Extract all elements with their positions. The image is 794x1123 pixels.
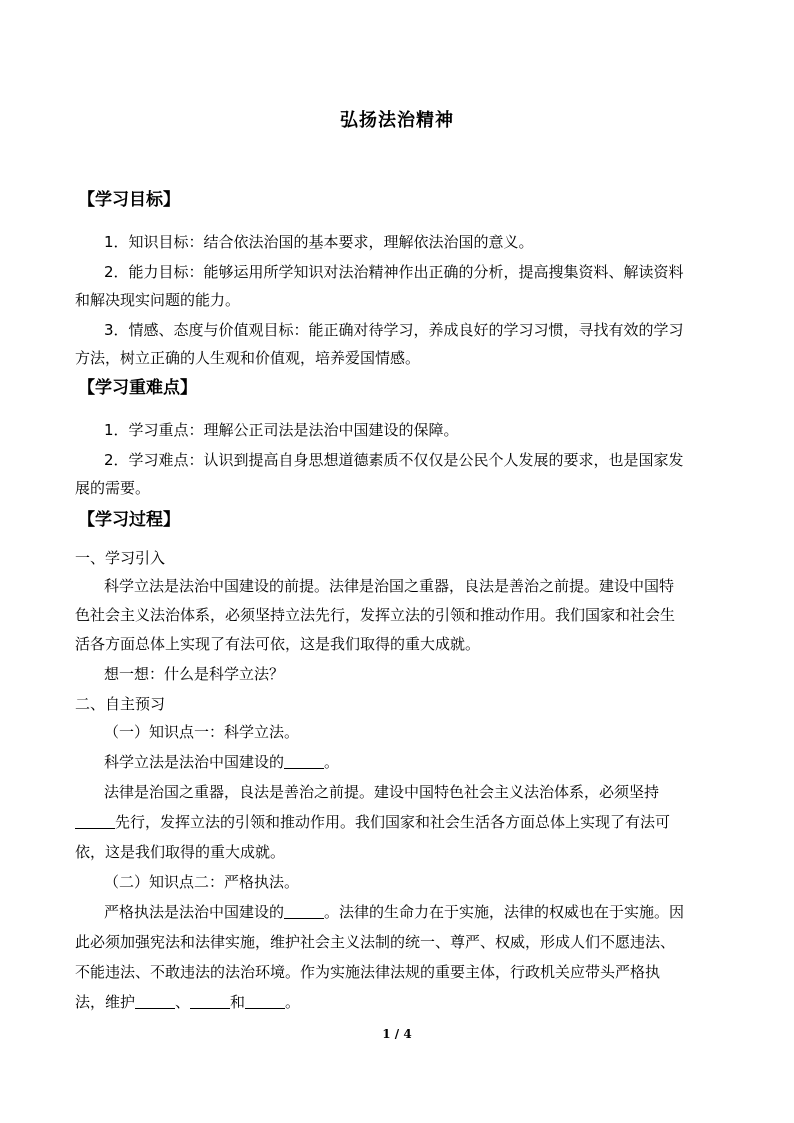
intro-line-3: 活各方面总体上实现了有法可依，这是我们取得的重大成就。 [75,635,481,653]
kp2-line-4 [75,992,300,1012]
kp2-line-1-rest: 。法律的生命力在于实施，法律的权威也在于实施。因 [324,903,685,921]
conjunction: 和 [230,993,246,1011]
kp2-line-1 [104,902,684,922]
kp1-line-1-end: 。 [324,753,340,771]
line-end: 。 [285,993,301,1011]
document-title: 弘扬法治精神 [340,110,454,131]
kp2-line-3: 不能违法、不敢违法的法治环境。作为实施法律法规的重要主体，行政机关应带头严格执 [75,963,661,981]
section-heading-key-points: 【学习重难点】 [78,378,197,398]
goal-3-line-2: 方法，树立正确的人生观和价值观，培养爱国情感。 [75,349,421,367]
part-1-title: 一、学习引入 [75,549,166,567]
fill-blank[interactable] [135,993,175,1009]
kp1-line-4: 依，这是我们取得的重大成就。 [75,843,286,861]
kp1-line-3-text: 先行，发挥立法的引领和推动作用。我们国家和社会生活各方面总体上实现了有法可 [115,813,671,831]
fill-blank[interactable] [245,993,285,1009]
key-point-2-line-1: 2．学习难点：认识到提高自身思想道德素质不仅仅是公民个人发展的要求，也是国家发 [104,451,684,469]
kp2-line-1-text: 严格执法是法治中国建设的 [104,903,285,921]
kp1-line-1 [104,752,339,772]
goal-2-line-2: 和解决现实问题的能力。 [75,291,241,309]
kp1-line-3 [75,812,670,832]
kp2-line-4-text: 法，维护 [75,993,136,1011]
section-heading-process: 【学习过程】 [78,510,180,530]
separator: 、 [175,993,191,1011]
goal-3-line-1: 3．情感、态度与价值观目标：能正确对待学习，养成良好的学习习惯，寻找有效的学习 [104,321,684,339]
fill-blank[interactable] [190,993,230,1009]
kp1-line-2: 法律是治国之重器，良法是善治之前提。建设中国特色社会主义法治体系，必须坚持 [104,783,660,801]
knowledge-point-2-title: （二）知识点二：严格执法。 [104,873,300,891]
fill-blank[interactable] [284,753,324,769]
knowledge-point-1-title: （一）知识点一：科学立法。 [104,723,300,741]
page-number: 1 / 4 [382,1027,412,1041]
section-heading-goals: 【学习目标】 [78,190,180,210]
goal-2-line-1: 2．能力目标：能够运用所学知识对法治精神作出正确的分析，提高搜集资料、解读资料 [104,263,684,281]
kp2-line-2: 此必须加强宪法和法律实施，维护社会主义法制的统一、尊严、权威，形成人们不愿违法、 [75,933,676,951]
key-point-2-line-2: 展的需要。 [75,479,151,497]
kp1-line-1-text: 科学立法是法治中国建设的 [104,753,285,771]
intro-line-1: 科学立法是法治中国建设的前提。法律是治国之重器，良法是善治之前提。建设中国特 [104,577,675,595]
think-question: 想一想：什么是科学立法？ [104,665,285,683]
goal-1: 1．知识目标：结合依法治国的基本要求，理解依法治国的意义。 [104,233,534,251]
part-2-title: 二、自主预习 [75,695,166,713]
fill-blank[interactable] [75,813,115,829]
intro-line-2: 色社会主义法治体系，必须坚持立法先行，发挥立法的引领和推动作用。我们国家和社会生 [75,606,676,624]
key-point-1: 1．学习重点：理解公正司法是法治中国建设的保障。 [104,421,459,439]
fill-blank[interactable] [284,903,324,919]
